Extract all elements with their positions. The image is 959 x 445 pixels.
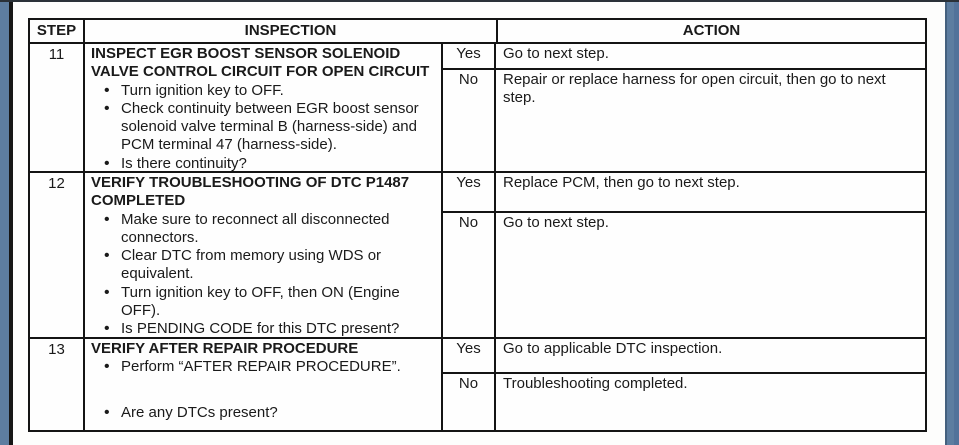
header-inspection: INSPECTION (85, 20, 498, 42)
bullet-item: • Are any DTCs present? (91, 404, 437, 422)
inspection-bullet-list (91, 82, 437, 173)
no-action: Repair or replace harness for open circuit, then go to next step. (503, 71, 886, 107)
header-step: STEP (30, 20, 85, 42)
yes-no-action-group (443, 44, 925, 171)
inspection-title: INSPECT EGR BOOST SENSOR SOLENOID VALVE CONTROL CIRCUIT FOR OPEN CIRCUIT (91, 45, 430, 81)
bullet-item: • Perform “AFTER REPAIR PROCEDURE”. (91, 358, 437, 376)
no-sub-row (443, 68, 925, 171)
bullet-item: • Turn ignition key to OFF, then ON (Engine OFF). (91, 284, 437, 321)
no-label: No (443, 70, 496, 171)
inspection-cell (85, 173, 443, 337)
no-action: Troubleshooting completed. (503, 375, 688, 392)
scan-left-blue-strip (0, 0, 9, 445)
table-header-row (30, 20, 925, 42)
yes-label: Yes (443, 339, 496, 372)
no-sub-row (443, 372, 925, 430)
yes-action: Replace PCM, then go to next step. (503, 174, 740, 191)
yes-sub-row (443, 44, 925, 68)
no-sub-row (443, 211, 925, 337)
yes-no-action-group (443, 173, 925, 337)
table-row-step-12 (30, 171, 925, 337)
bullet-item: • Is there continuity? (91, 155, 437, 173)
table-row-step-13 (30, 337, 925, 430)
bullet-item: • Clear DTC from memory using WDS or equivalent. (91, 247, 437, 284)
bullet-item: • Make sure to reconnect all disconnected connectors. (91, 211, 437, 248)
yes-action: Go to applicable DTC inspection. (503, 340, 723, 357)
yes-sub-row (443, 173, 925, 211)
inspection-cell (85, 44, 443, 171)
inspection-bullet-list (91, 358, 437, 422)
yes-sub-row (443, 339, 925, 372)
step-number: 11 (30, 44, 85, 171)
yes-no-action-group (443, 339, 925, 430)
bullet-item: • Check continuity between EGR boost sensor solenoid valve terminal B (harness-side) and PCM terminal 47 (harness-side). (91, 100, 437, 155)
bullet-item: • Is PENDING CODE for this DTC present? (91, 320, 437, 338)
inspection-cell (85, 339, 443, 430)
inspection-bullet-list (91, 211, 437, 339)
header-action: ACTION (682, 22, 741, 39)
no-label: No (443, 374, 496, 430)
scan-right-blue-strip (945, 0, 959, 445)
bullet-item: • Turn ignition key to OFF. (91, 82, 437, 100)
no-label: No (443, 213, 496, 337)
table-row-step-11 (30, 42, 925, 171)
scan-left-dark-strip (9, 0, 13, 445)
scan-top-edge (0, 0, 959, 2)
yes-label: Yes (443, 173, 496, 211)
yes-label: Yes (443, 44, 496, 68)
inspection-title: VERIFY TROUBLESHOOTING OF DTC P1487 COMPLETED (91, 174, 410, 210)
no-action: Go to next step. (503, 214, 609, 231)
step-number: 13 (30, 339, 85, 430)
inspection-title: VERIFY AFTER REPAIR PROCEDURE (91, 340, 359, 357)
troubleshooting-table (28, 18, 927, 432)
yes-action: Go to next step. (503, 45, 609, 62)
step-number: 12 (30, 173, 85, 337)
